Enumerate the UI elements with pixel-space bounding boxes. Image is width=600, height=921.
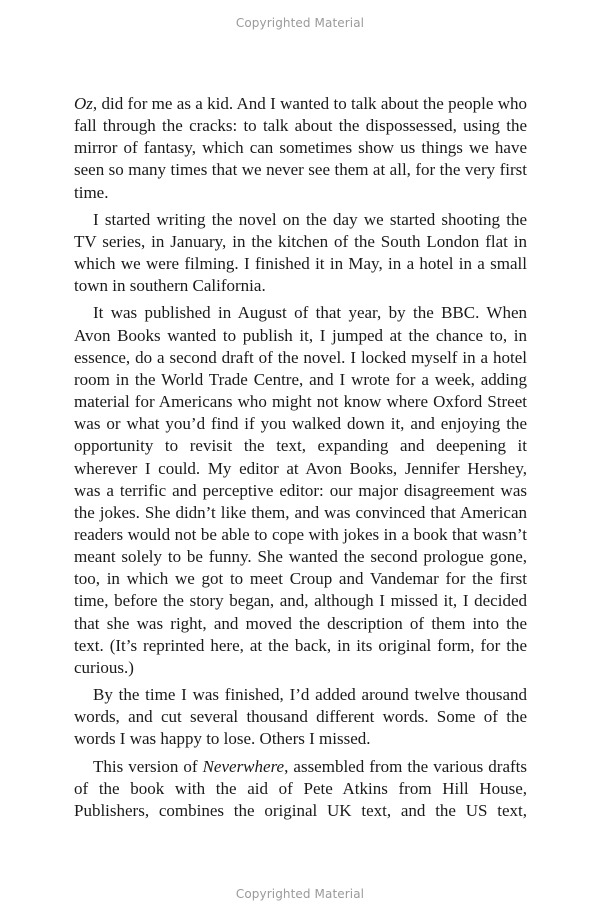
paragraph-5-text-after: , assembled from the various drafts of the book with the aid of Pete Atkins from Hill House, Publishers, combines the original UK text, and the US text, (74, 756, 527, 820)
paragraph-1 (74, 93, 527, 204)
copyright-watermark-bottom: Copyrighted Material (235, 887, 365, 901)
page-text-body (74, 93, 527, 822)
book-title-oz: Oz (74, 94, 93, 113)
paragraph-5 (74, 756, 527, 822)
paragraph-2 (74, 209, 527, 298)
paragraph-3-text: It was published in August of that year, by the BBC. When Avon Books wanted to publish it, I jumped at the chance to, in essence, do a second draft of the novel. I locked myself in a hotel room in the World Trade Centre, and I wrote for a week, adding material for Americans who might not know where Oxford Street was or what you’d find if you walked down it, and enjoying the opportunity to revisit the text, expanding and deepening it wherever I could. My editor at Avon Books, Jennifer Hershey, was a terrific and perceptive editor: our major disagreement was the jokes. She didn’t like them, and was convinced that American readers would not be able to cope with jokes in a book that wasn’t meant solely to be funny. She wanted the second prologue gone, too, in which we got to meet Croup and Vandemar for the first time, before the story began, and, although I missed it, I decided that she was right, and moved the description of them into the text. (It’s reprinted here, at the back, in its original form, for the curious.) (74, 303, 527, 677)
paragraph-1-text: , did for me as a kid. And I wanted to talk about the people who fall through the cracks: to talk about the dispossessed, using the mirror of fantasy, which can sometimes show us things we have seen so many times that we never see them at all, for the very first time. (74, 94, 527, 202)
book-title-neverwhere: Neverwhere (202, 756, 285, 776)
paragraph-2-text: I started writing the novel on the day we started shooting the TV series, in January, in the kitchen of the South London flat in which we were filming. I finished it in May, in a hotel in a small town in southern California. (74, 209, 527, 296)
copyright-watermark-top: Copyrighted Material (235, 16, 365, 30)
paragraph-3 (74, 302, 527, 679)
paragraph-4 (74, 684, 527, 750)
paragraph-5-text-before: This version of (93, 756, 203, 776)
paragraph-4-text: By the time I was finished, I’d added around twelve thousand words, and cut several thousand different words. Some of the words I was happy to lose. Others I missed. (74, 685, 527, 749)
